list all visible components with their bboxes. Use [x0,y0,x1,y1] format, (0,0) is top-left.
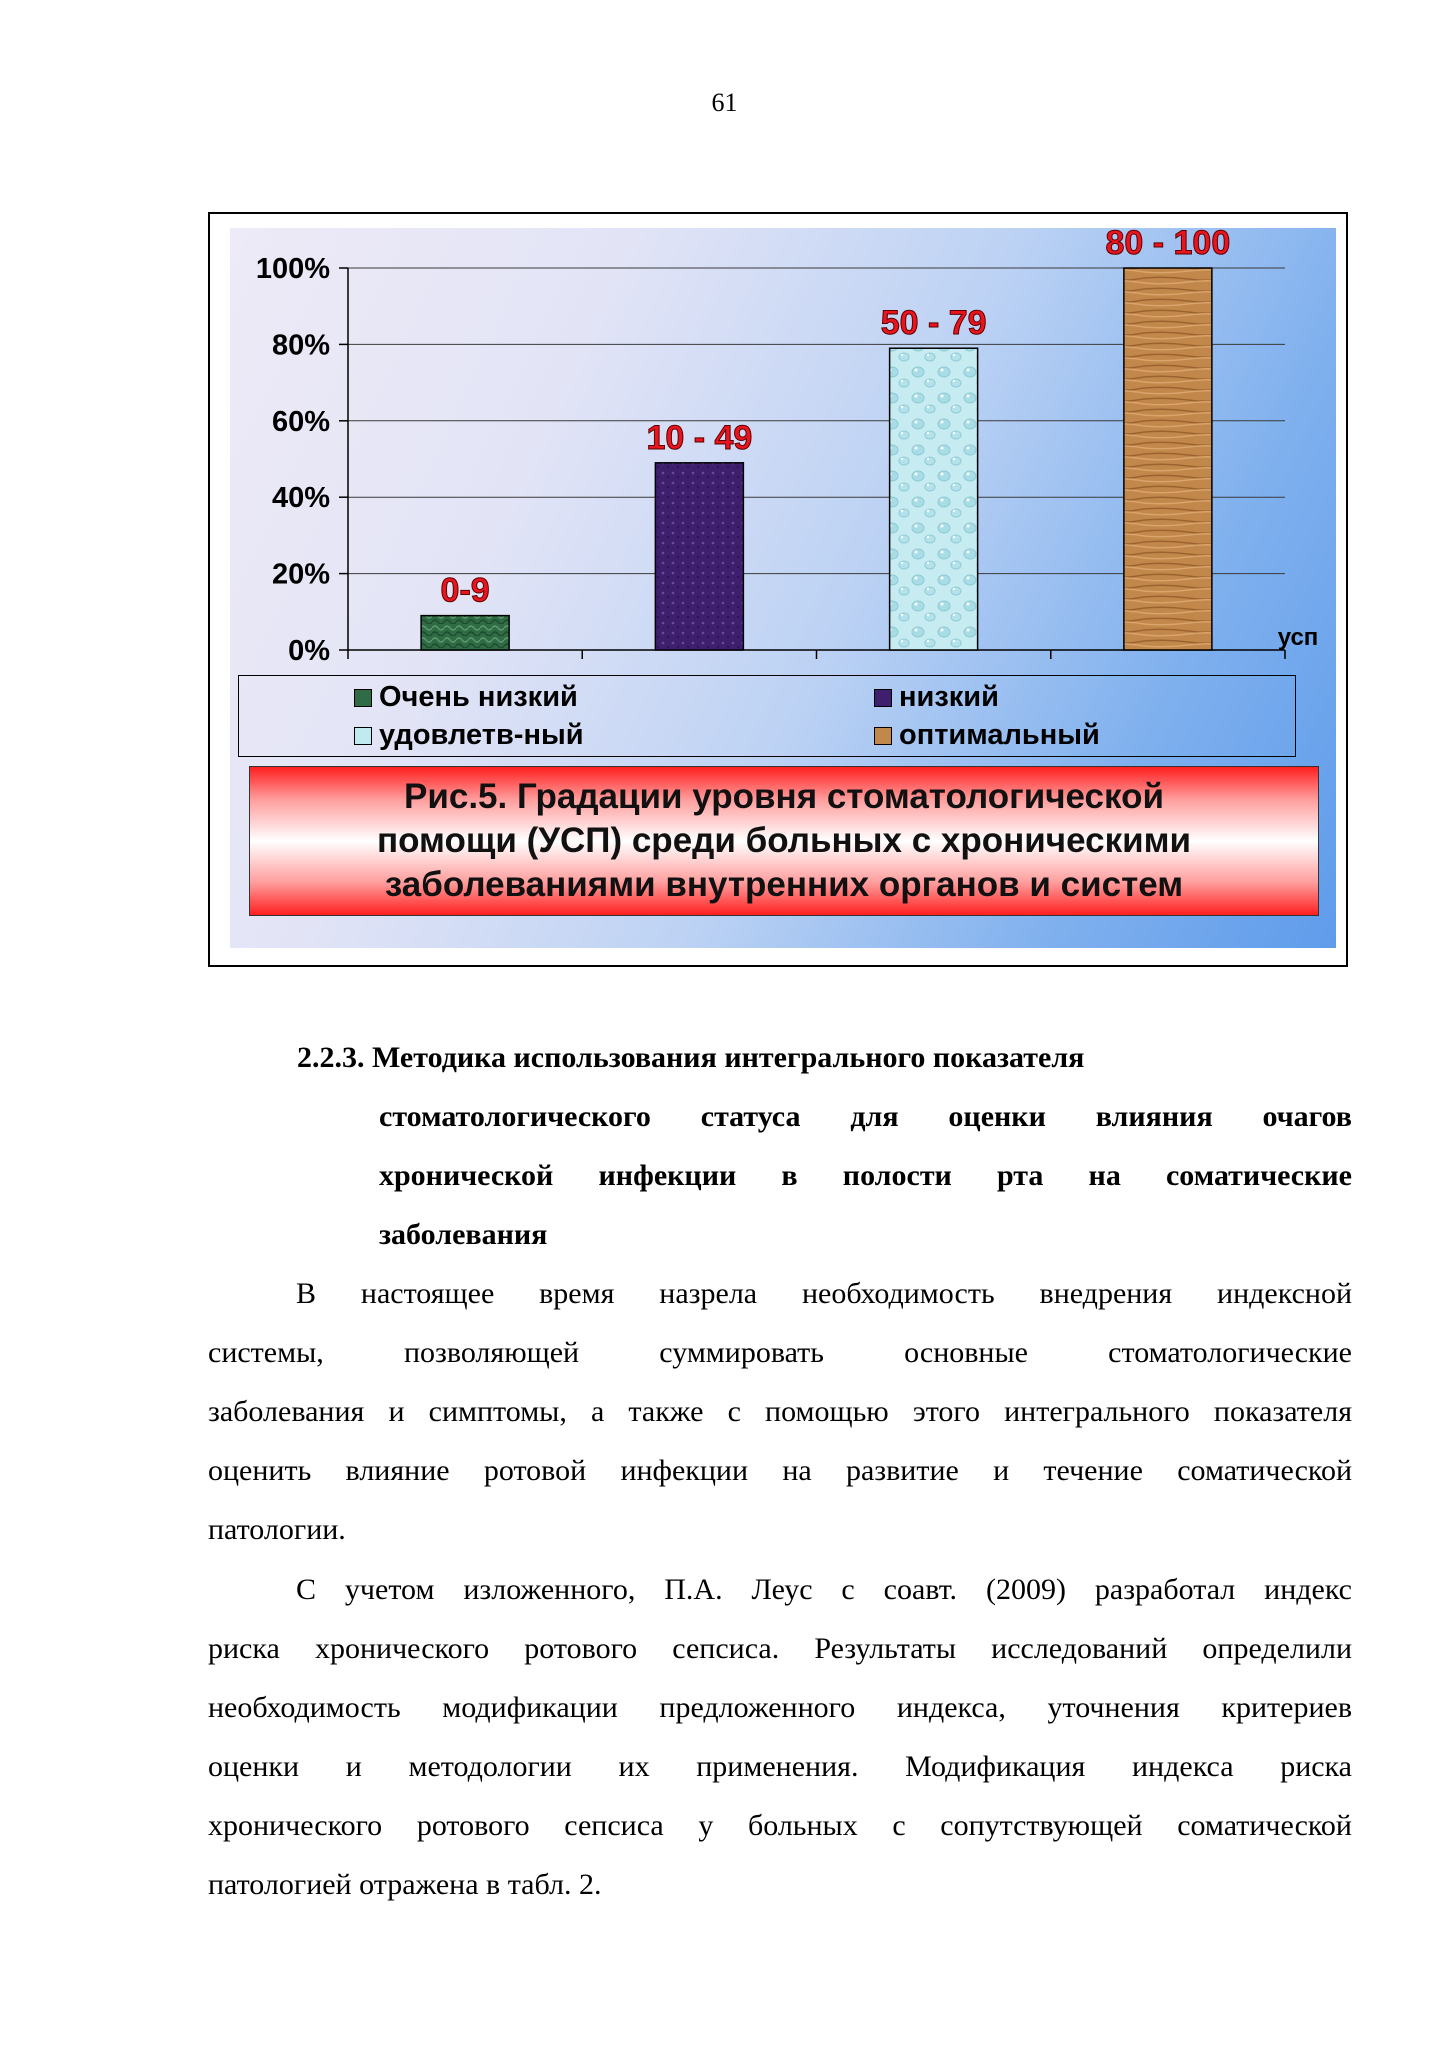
paragraph-1 [208,1264,1352,1559]
y-tick-label: 80% [271,329,330,362]
legend-label: удовлетв-ный [379,719,584,751]
heading-line: заболевания [379,1218,548,1251]
paragraph-line: оценить влияние ротовой инфекции на развитие и течение соматической [208,1454,1352,1487]
bar-data-label: 10 - 49 [646,418,753,457]
legend-item-optimal [874,719,1100,752]
paragraph-line: оценки и методологии их применения. Модификация индекса риска [208,1750,1352,1783]
bar-1 [421,616,509,650]
chart-legend [238,675,1296,757]
legend-swatch-very-low [354,689,372,707]
legend-item-low [874,681,999,714]
x-axis-label: усп [1277,624,1319,651]
paragraph-line: патологии. [208,1513,346,1546]
legend-swatch-satisfactory [354,727,372,745]
legend-label: оптимальный [899,719,1100,751]
caption-line: заболеваниями внутренних органов и систем [384,865,1184,904]
bar-4 [1124,268,1212,650]
y-tick-label: 0% [288,635,330,667]
y-tick-label: 100% [255,253,330,285]
bar-2 [655,463,743,650]
heading-line: 2.2.3. Методика использования интегрального показателя [297,1041,1085,1074]
legend-swatch-low [874,689,892,707]
legend-item-very-low [354,681,578,714]
bar-data-label: 50 - 79 [880,304,987,343]
legend-item-satisfactory [354,719,584,752]
bar-3 [890,348,978,650]
paragraph-line: риска хронического ротового сепсиса. Результаты исследований определили [208,1632,1352,1665]
heading-line: стоматологического статуса для оценки влияния очагов [379,1100,1352,1133]
paragraph-line: В настоящее время назрела необходимость внедрения индексной [296,1277,1352,1310]
paragraph-line: С учетом изложенного, П.А. Леус с соавт. (2009) разработал индекс [296,1573,1352,1606]
bar-data-label: 80 - 100 [1105,224,1231,262]
y-tick-label: 20% [271,558,330,591]
paragraph-line: заболевания и симптомы, а также с помощью этого интегрального показателя [208,1395,1352,1428]
paragraph-line: необходимость модификации предложенного индекса, уточнения критериев [208,1691,1352,1724]
legend-label: Очень низкий [379,681,578,713]
caption-line: Рис.5. Градации уровня стоматологической [404,777,1164,816]
chart-bars [421,268,1212,650]
paragraph-line: системы, позволяющей суммировать основные стоматологические [208,1336,1352,1369]
bar-data-label: 0-9 [440,571,490,610]
legend-swatch-optimal [874,727,892,745]
y-tick-label: 40% [271,482,330,515]
figure-caption [249,766,1319,916]
page-number: 61 [711,88,738,117]
legend-label: низкий [899,681,999,713]
paragraph-line: хронического ротового сепсиса у больных с сопутствующей соматической [208,1809,1352,1842]
paragraph-2 [208,1560,1352,1914]
y-tick-label: 60% [271,405,330,438]
paragraph-line: патологией отражена в табл. 2. [208,1868,602,1901]
heading-line: хронической инфекции в полости рта на соматические [379,1159,1352,1192]
caption-line: помощи (УСП) среди больных с хроническими [376,821,1192,860]
section-heading [297,1028,1352,1264]
